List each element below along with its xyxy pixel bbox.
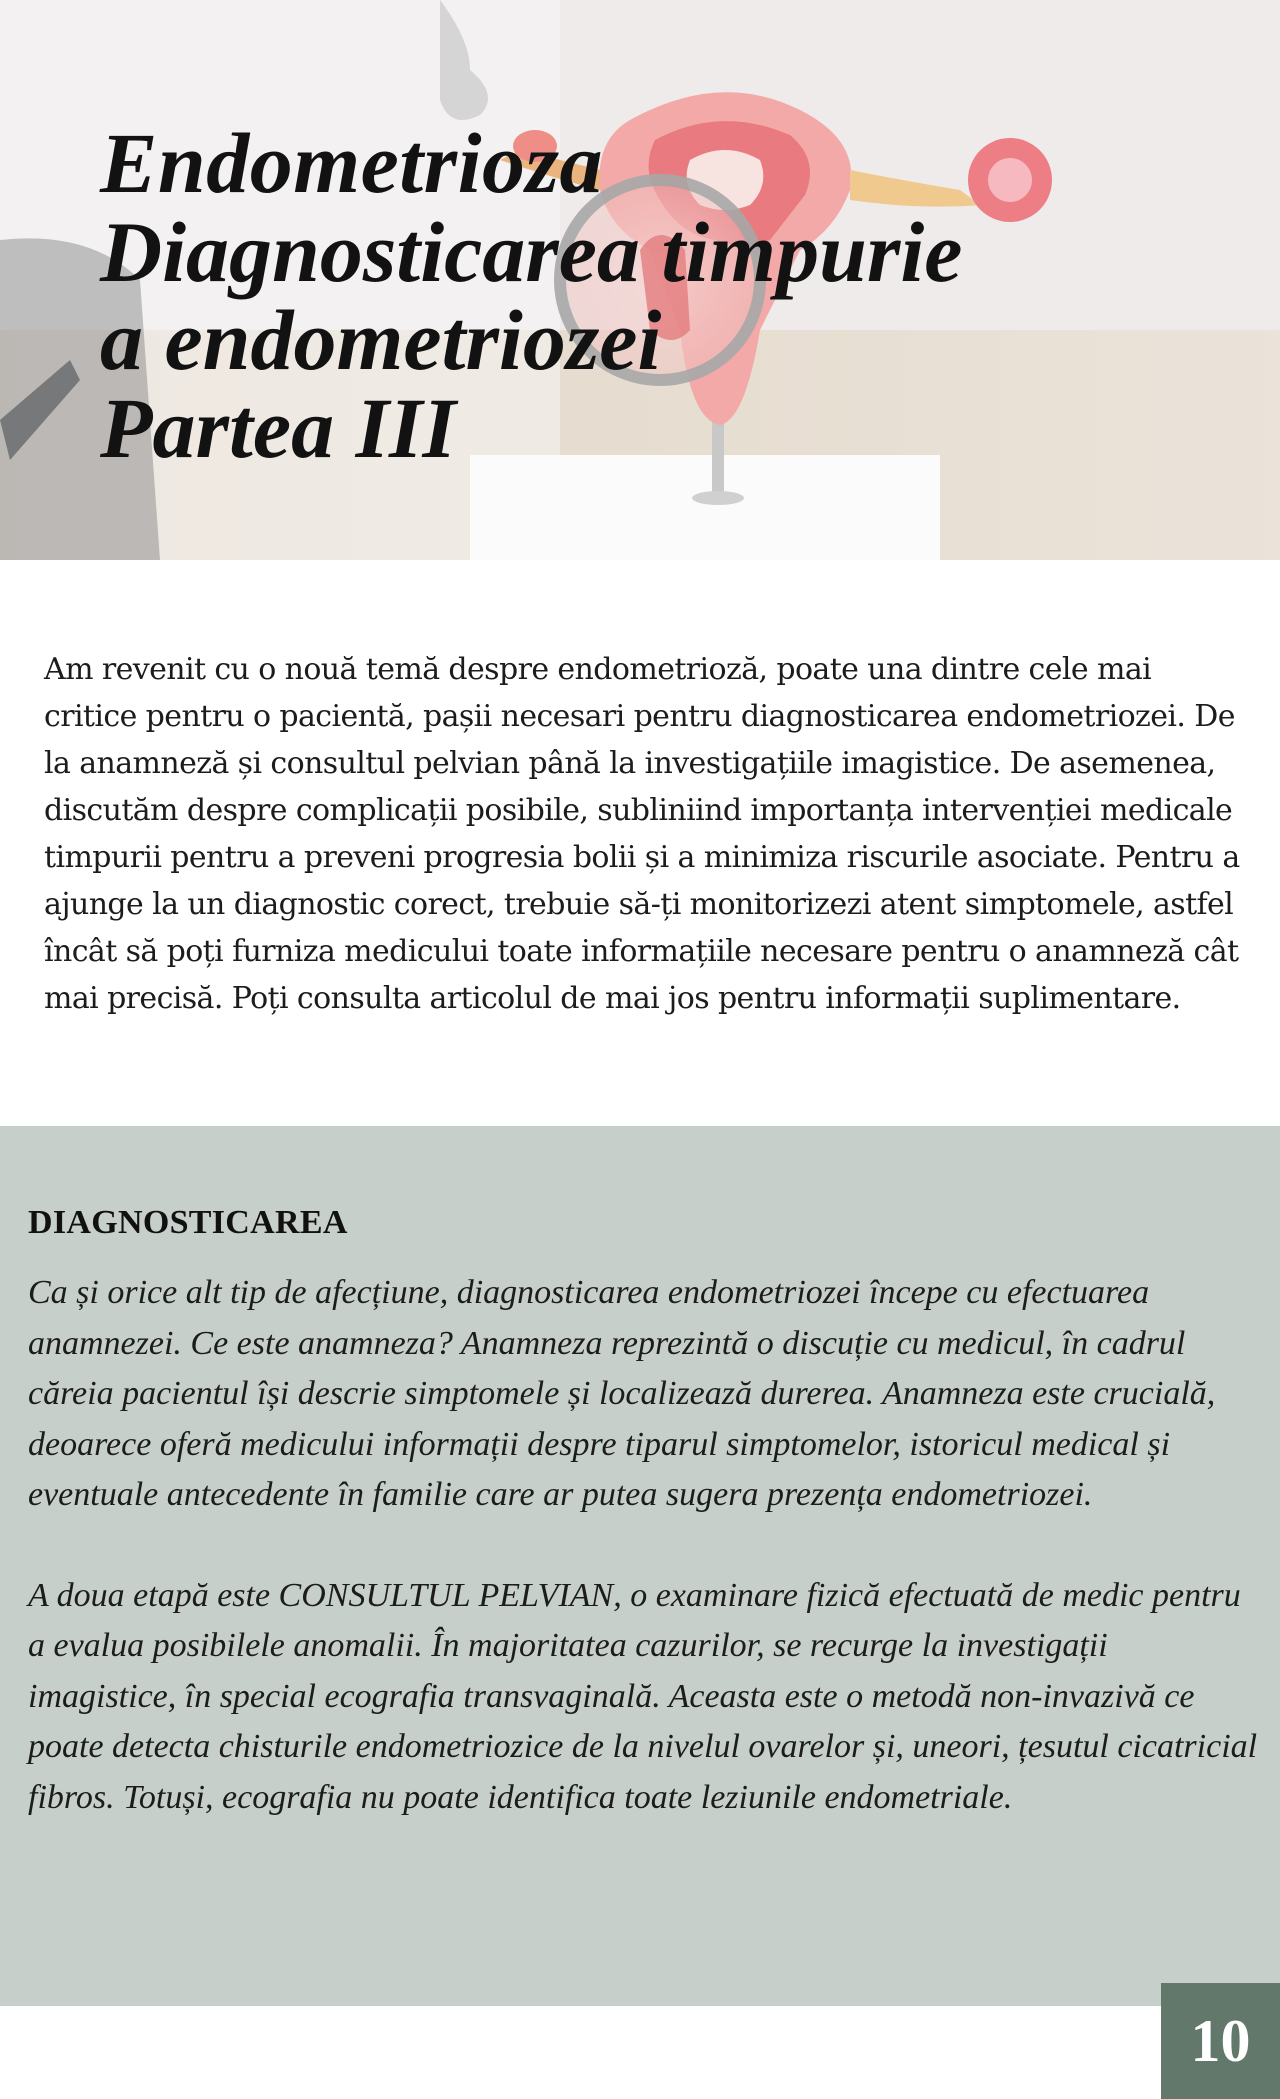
intro-section [44, 646, 1244, 1022]
intro-paragraph: Am revenit cu o nouă temă despre endometrioză, poate una dintre cele mai critice pentru o pacientă, pașii necesari pentru diagnosticarea endometriozei. De la anamneză și consultul pelvian până la investigațiile imagistice. De asemenea, discutăm despre complicații posibile, subliniind importanța intervenției medicale timpurii pentru a preveni progresia bolii și a minimiza riscurile asociate. Pentru a ajunge la un diagnostic corect, trebuie să-ți monitorizezi atent simptomele, astfel încât să poți furniza medicului toate informațiile necesare pentru o anamneză cât mai precisă. Poți consulta articolul de mai jos pentru informații suplimentare. [44, 652, 1240, 1016]
page-number-box [1161, 1983, 1280, 2099]
title-line-diagnosticarea: Diagnosticarea timpurie [100, 204, 963, 300]
title-line-endometriozei: a endometriozei [100, 292, 662, 388]
diagnosis-paragraph-1: Ca și orice alt tip de afecțiune, diagnosticarea endometriozei începe cu efectuarea anamnezei. Ce este anamneza? Anamneza reprezintă o discuție cu medicul, în cadrul căreia pacientul își descrie simptomele și localizează durerea. Anamneza este crucială, deoarece oferă medicului informații despre tiparul simptomelor, istoricul medical și eventuale antecedente în familie care ar putea sugera prezența endometriozei. [28, 1274, 1216, 1513]
diagnosis-paragraph-2: A doua etapă este CONSULTUL PELVIAN, o examinare fizică efectuată de medic pentru a evalua posibilele anomalii. În majoritatea cazurilor, se recurge la investigații imagistice, în special ecografia transvaginală. Aceasta este o metodă non-invazivă ce poate detecta chisturile endometriozice de la nivelul ovarelor și, uneori, țesutul cicatricial fibros. Totuși, ecografia nu poate identifica toate leziunile endometriale. [28, 1576, 1258, 1816]
hero-banner [0, 0, 1280, 560]
diagnosis-body [28, 1268, 1258, 1823]
title-line-endometrioza: Endometrioza [100, 115, 603, 211]
page-title [100, 115, 963, 476]
diagnosis-heading: DIAGNOSTICAREA [28, 1204, 348, 1241]
title-line-partea: Partea III [100, 380, 456, 476]
page-number: 10 [1190, 2008, 1251, 2074]
